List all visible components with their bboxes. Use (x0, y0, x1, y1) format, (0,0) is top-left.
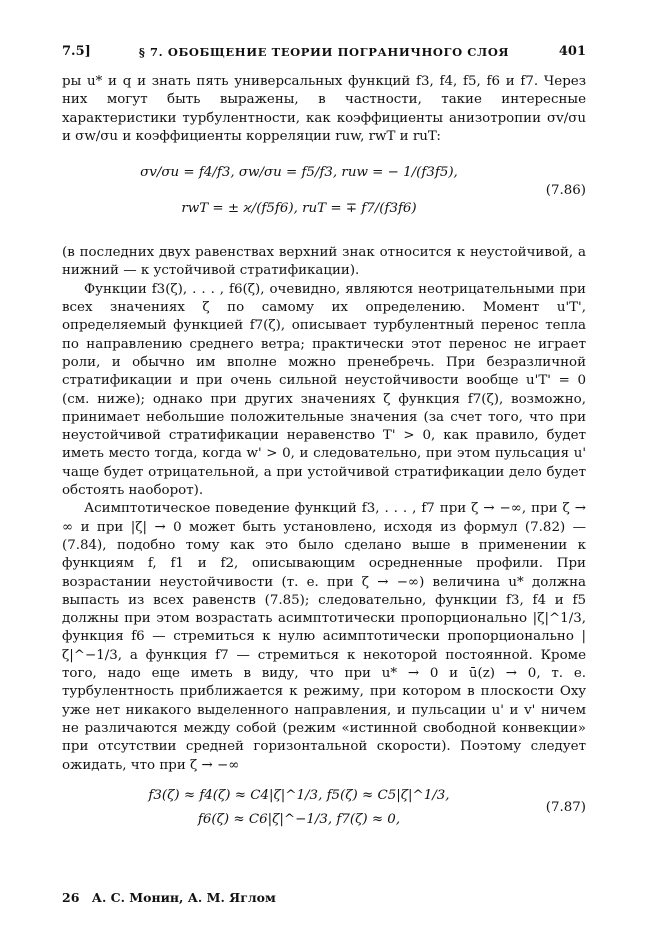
page-footer (62, 890, 276, 905)
running-header (62, 44, 586, 64)
chapter-title: § 7. ОБОБЩЕНИЕ ТЕОРИИ ПОГРАНИЧНОГО СЛОЯ (138, 45, 510, 59)
paragraph-1: ры u* и q и знать пять универсальных функций f3, f4, f5, f6 и f7. Через них могут быть выражены, в частности, такие интересные характеристики турбулентности, как коэффициенты анизотропии σv/σu и σw/σu и коэффициенты корреляции ruw, rwT и ruT: (62, 74, 586, 144)
footer-page-code: 26 (62, 890, 80, 905)
page-body (62, 73, 586, 841)
equation-number-7-87: (7.87) (545, 799, 586, 815)
section-number: 7.5] (62, 44, 91, 59)
equation-7-87 (62, 785, 586, 841)
equation-7-87-line-1: f3(ζ) ≈ f4(ζ) ≈ C4|ζ|^1/3, f5(ζ) ≈ C5|ζ|^1/3, (148, 787, 450, 803)
equation-7-86 (62, 156, 586, 238)
equation-7-86-line-2: rwT = ± ϰ/(f5f6), ruT = ∓ f7/(f3f6) (181, 201, 417, 217)
paragraph-2: (в последних двух равенствах верхний знак относится к неустойчивой, а нижний — к устойчивой стратификации). (62, 245, 586, 279)
paragraph-4: Асимптотическое поведение функций f3, . . . , f7 при ζ → −∞, при ζ → ∞ и при |ζ| → 0 может быть установлено, исходя из формул (7.82) — (7.84), подобно тому как это было сделано выше в применении к функциям f, f1 и f2, описывающим осредненные профили. При возрастании неустойчивости (т. е. при ζ → −∞) величина u* должна выпасть из всех равенств (7.85); следовательно, функции f3, f4 и f5 должны при этом возрастать асимптотически пропорционально |ζ|^1/3, функция f6 — стремиться к нулю асимптотически пропорционально |ζ|^−1/3, а функция f7 — стремиться к некоторой постоянной. Кроме того, надо еще иметь в виду, что при u* → 0 и ū(z) → 0, т. е. турбулентность приближается к режиму, при котором в плоскости Oxy уже нет никакого выделенного направления, и пульсации u' и v' ничем не различаются между собой (режим «истинной свободной конвекции» при отсутствии средней горизонтальной скорости). Поэтому следует ожидать, что при ζ → −∞ (62, 501, 586, 773)
equation-7-87-line-2: f6(ζ) ≈ C6|ζ|^−1/3, f7(ζ) ≈ 0, (197, 811, 401, 827)
equation-7-86-line-1: σv/σu = f4/f3, σw/σu = f5/f3, ruw = − 1/(f3f5), (140, 165, 458, 181)
paragraph-3: Функции f3(ζ), . . . , f6(ζ), очевидно, являются неотрицательными при всех значениях ζ по самому их определению. Момент u'T', определяемый функцией f7(ζ), описывает турбулентный перенос тепла по направлению среднего ветра; практически этот перенос не играет роли, и обычно им вполне можно пренебречь. При безразличной стратификации и при очень сильной неустойчивости вообще u'T' = 0 (см. ниже); однако при других значениях ζ функция f7(ζ), возможно, принимает небольшие положительные значения (за счет того, что при неустойчивой стратификации неравенство T' > 0, как правило, будет иметь место тогда, когда w' > 0, и следовательно, при этом пульсация u' чаще будет отрицательной, а при устойчивой стратификации дело будет обстоять наоборот). (62, 281, 586, 499)
page-number: 401 (558, 44, 586, 59)
footer-authors: А. С. Монин, А. М. Яглом (91, 890, 276, 905)
equation-number-7-86: (7.86) (545, 183, 586, 199)
